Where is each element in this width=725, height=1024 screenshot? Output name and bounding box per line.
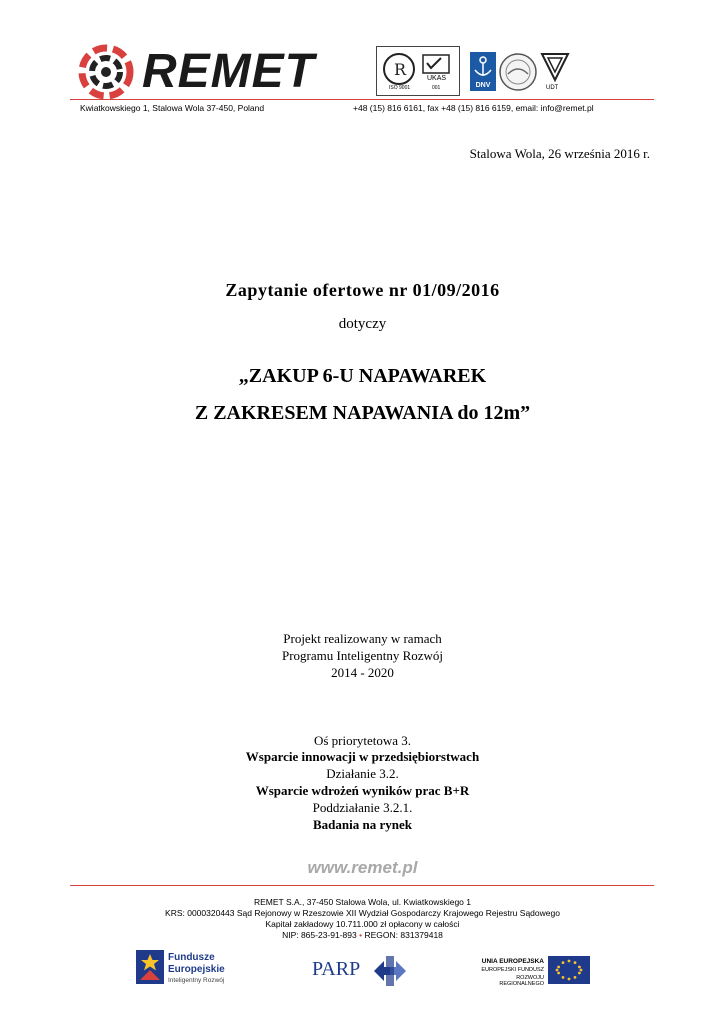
header-divider — [70, 99, 654, 100]
company-contact: +48 (15) 816 6161, fax +48 (15) 816 6159, email: info@remet.pl — [353, 103, 594, 113]
project-line-1: Projekt realizowany w ramach — [283, 631, 442, 646]
eu-fund-logo — [476, 956, 594, 988]
udt-badge — [540, 50, 570, 94]
subject-line-2: Z ZAKRESEM NAPAWANIA do 12m” — [194, 402, 531, 424]
dnv-badge — [470, 52, 496, 92]
parp-arrows-icon — [372, 954, 408, 988]
project-line-3: 2014 - 2020 — [331, 665, 394, 680]
date-line: Stalowa Wola, 26 września 2016 r. — [469, 146, 650, 161]
round-seal — [498, 52, 538, 97]
iso-label: ISO 9001 — [389, 85, 411, 91]
footer-capital: Kapitał zakładowy 10.711.000 zł opłacony w całości — [265, 919, 460, 929]
company-address: Kwiatkowskiego 1, Stalowa Wola 37-450, Poland — [80, 103, 265, 113]
fe-line-3: Inteligentny Rozwój — [168, 977, 225, 984]
footer-company: REMET S.A., 37-450 Stalowa Wola, ul. Kwiatkowskiego 1 — [253, 897, 471, 907]
fe-line-2: Europejskie — [168, 964, 225, 975]
footer-ids — [0, 930, 725, 940]
project-line-2: Programu Inteligentny Rozwój — [281, 648, 444, 663]
svg-text:R: R — [394, 60, 407, 79]
anchor-icon — [470, 52, 496, 82]
footer-bullet: • — [359, 930, 363, 940]
iso-certificate-badge — [376, 46, 460, 96]
footer-nip: NIP: 865-23-91-893 — [282, 930, 357, 940]
fe-star-icon — [136, 950, 164, 984]
footer-website: www.remet.pl — [307, 858, 418, 877]
company-logo — [78, 44, 330, 100]
eu-line-2: EUROPEJSKI FUNDUSZ — [481, 967, 544, 973]
eu-flag-icon — [548, 956, 590, 984]
dotyczy-label: dotyczy — [338, 316, 387, 332]
remet-emblem-icon — [78, 44, 138, 100]
subject-line-1: „ZAKUP 6-U NAPAWAREK — [238, 365, 487, 387]
action-number: Działanie 3.2. — [326, 766, 399, 781]
subaction-name: Badania na rynek — [313, 817, 412, 832]
udt-triangle-icon — [540, 50, 570, 84]
document-title: Zapytanie ofertowe nr 01/09/2016 — [225, 280, 500, 300]
dnv-label: DNV — [470, 81, 496, 91]
parp-wordmark: PARP — [312, 958, 361, 980]
ukas-label: UKAS — [427, 75, 447, 82]
action-name: Wsparcie wdrożeń wyników prac B+R — [255, 783, 470, 798]
subaction-number: Poddziałanie 3.2.1. — [312, 800, 413, 815]
cert-number-label: 001 — [432, 85, 441, 91]
seal-icon — [498, 52, 538, 92]
priority-axis-name: Wsparcie innowacji w przedsiębiorstwach — [245, 749, 480, 764]
fe-line-1: Fundusze — [168, 952, 215, 963]
footer-regon: REGON: 831379418 — [364, 930, 443, 940]
footer-divider — [70, 885, 654, 886]
footer-krs: KRS: 0000320443 Sąd Rejonowy w Rzeszowie XII Wydział Gospodarczy Krajowego Rejestru Sądowego — [165, 908, 560, 918]
parp-logo — [312, 954, 412, 988]
eu-line-1: UNIA EUROPEJSKA — [481, 958, 544, 965]
eu-line-3: ROZWOJU REGIONALNEGO — [499, 975, 544, 987]
priority-axis: Oś priorytetowa 3. — [313, 733, 412, 748]
fundusze-europejskie-logo — [136, 950, 256, 990]
logo-wordmark: REMET — [142, 45, 315, 98]
udt-label: UDT — [546, 85, 559, 91]
